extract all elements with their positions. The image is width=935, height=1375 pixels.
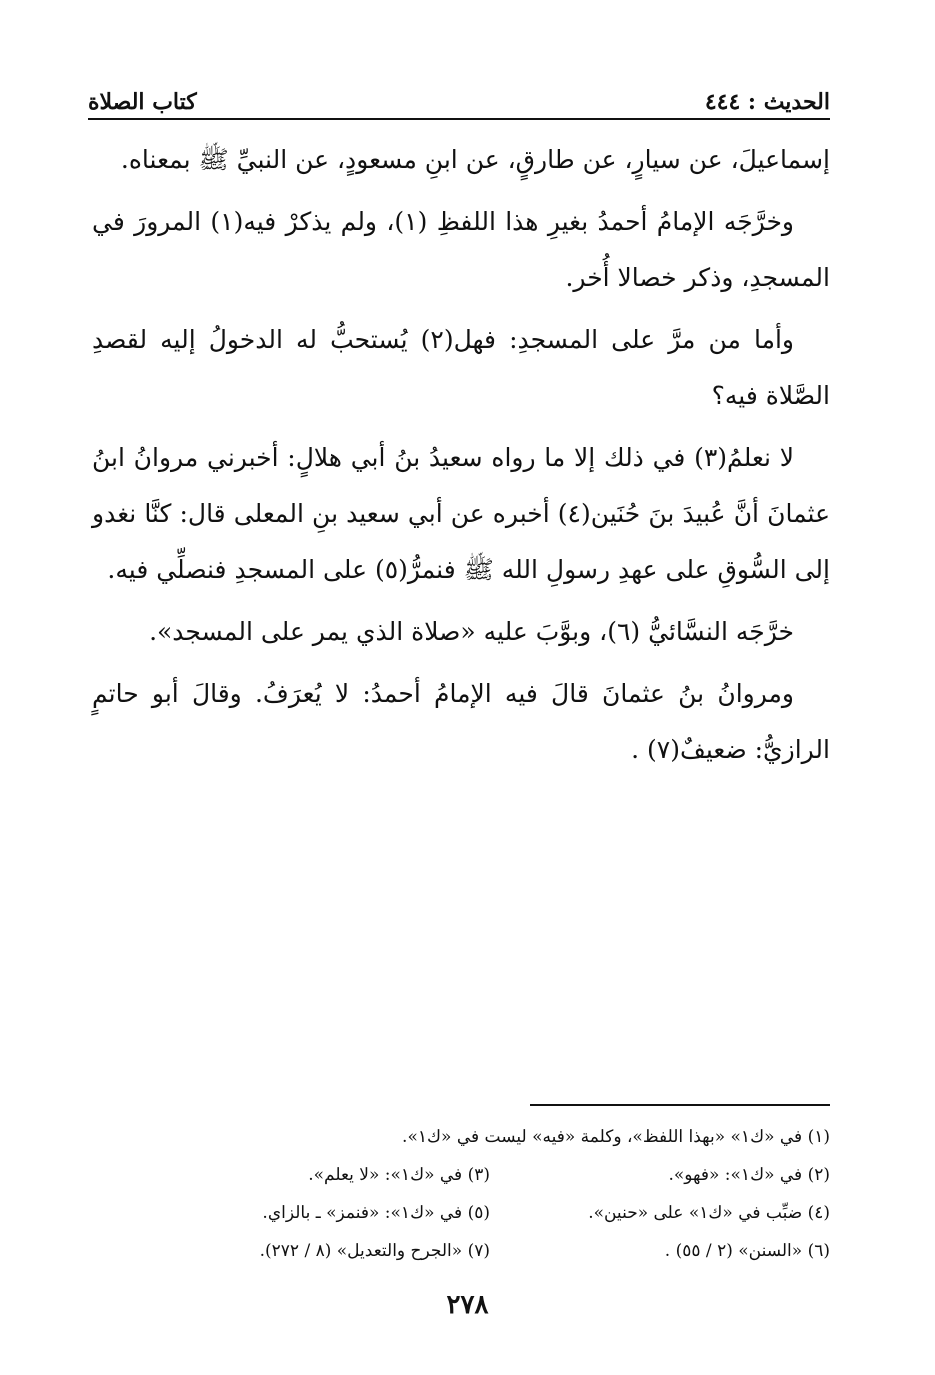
footnote-5: (٥) في «ك١»: «فنمز» ـ بالزاي. — [262, 1203, 490, 1223]
footnote-1: (١) في «ك١» «بهذا اللفظ»، وكلمة «فيه» ليست في «ك١». — [402, 1127, 830, 1147]
paragraph-3: وأما من مرَّ على المسجدِ: فهل(٢) يُستحبُّ له الدخولُ إليه لقصدِ الصَّلاة فيه؟ — [92, 325, 830, 410]
footnote-4: (٤) ضبِّب في «ك١» على «حنين». — [588, 1203, 830, 1223]
main-text — [92, 132, 830, 784]
header-divider — [88, 118, 830, 120]
footnote-divider — [530, 1104, 830, 1106]
paragraph-4: لا نعلمُ(٣) في ذلك إلا ما رواه سعيدُ بنُ أبي هلالٍ: أخبرني مروانُ ابنُ عثمانَ أنَّ عُبيدَ بنَ حُنَين(٤) أخبره عن أبي سعيد بنِ المعلى قال: كنَّا نغدو إلى السُّوقِ على عهدِ رسولِ الله ﷺ فنمرُّ(٥) على المسجدِ فنصلِّي فيه. — [92, 443, 830, 584]
footnote-row — [150, 1194, 830, 1232]
footnote-row — [150, 1232, 830, 1270]
header-hadith-number: الحديث : ٤٤٤ — [704, 89, 830, 115]
footnote-2: (٢) في «ك١»: «فهو». — [668, 1165, 830, 1185]
footnote-3: (٣) في «ك١»: «لا يعلم». — [308, 1165, 490, 1185]
paragraph-6: ومروانُ بنُ عثمانَ قالَ فيه الإمامُ أحمدُ: لا يُعرَفُ. وقالَ أبو حاتمٍ الرازيُّ: ضعيفٌ(٧) . — [92, 679, 830, 764]
footnotes — [150, 1118, 830, 1270]
footnote-7: (٧) «الجرح والتعديل» (٨ / ٢٧٢). — [259, 1241, 490, 1261]
paragraph-5: خرَّجَه النسَّائيُّ (٦)، وبوَّبَ عليه «صلاة الذي يمر على المسجد». — [149, 617, 794, 646]
page-number: ٢٧٨ — [446, 1290, 489, 1320]
footnote-6: (٦) «السنن» (٢ / ٥٥) . — [664, 1241, 830, 1261]
header-book-title: كتاب الصلاة — [88, 89, 197, 115]
paragraph-1: إسماعيلَ، عن سيارٍ، عن طارقٍ، عن ابنِ مسعودٍ، عن النبيِّ ﷺ بمعناه. — [120, 145, 830, 174]
running-header — [88, 82, 830, 116]
paragraph-2: وخرَّجَه الإمامُ أحمدُ بغيرِ هذا اللفظِ (١)، ولم يذكرْ فيه(١) المرورَ في المسجدِ، وذكر خصالا أُخر. — [92, 207, 830, 292]
footnote-row — [150, 1156, 830, 1194]
